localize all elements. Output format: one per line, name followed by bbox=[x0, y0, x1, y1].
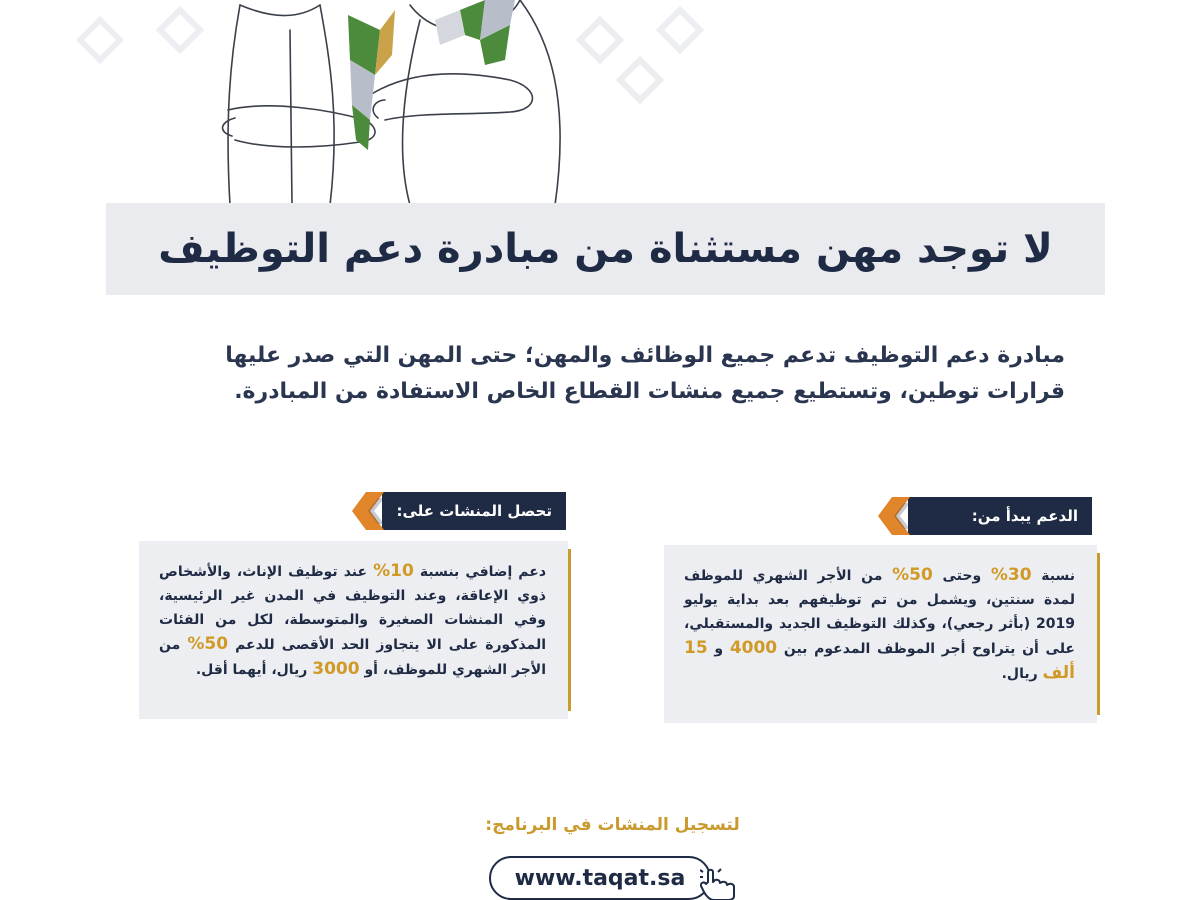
support-text-g: و bbox=[707, 641, 730, 657]
intro-paragraph: مبادرة دعم التوظيف تدعم جميع الوظائف والمهن؛ حتى المهن التي صدر عليها قرارات توطين، وتستطيع جميع منشات القطاع الخاص الاستفادة من المبادرة. bbox=[225, 343, 1065, 404]
card-accent-rule bbox=[1097, 553, 1100, 715]
establishments-label-text: تحصل المنشات على: bbox=[396, 502, 552, 520]
est-max-amount: 3000 bbox=[312, 659, 360, 679]
establishments-label bbox=[382, 492, 566, 530]
chevron-left-icon bbox=[878, 497, 916, 535]
website-link[interactable] bbox=[489, 856, 711, 900]
cta-label: لتسجيل المنشات في البرنامج: bbox=[485, 815, 740, 835]
card-accent-rule bbox=[568, 549, 571, 711]
support-max-wage: 15 ألف bbox=[684, 638, 1075, 683]
support-text-a: نسبة bbox=[1031, 568, 1075, 584]
website-url[interactable]: www.taqat.sa bbox=[514, 865, 686, 891]
est-text-a: دعم إضافي بنسبة bbox=[413, 564, 547, 580]
support-card bbox=[664, 545, 1097, 723]
support-label bbox=[908, 497, 1092, 535]
hand-pointer-icon bbox=[700, 868, 748, 900]
support-text-e: من الأجر الشهري للموظف لمدة سنتين، ويشمل من تم توظيفهم بعد بداية يوليو 2019 (بأثر رجعي)، وكذلك التوظيف الجديد والمستقبلي، على أن يتراوح أجر الموظف المدعوم بين bbox=[684, 568, 1075, 657]
page-title: لا توجد مهن مستثناة من مبادرة دعم التوظيف bbox=[158, 226, 1053, 272]
est-max-percent: 50% bbox=[187, 634, 229, 654]
support-label-text: الدعم يبدأ من: bbox=[971, 507, 1078, 525]
support-min-percent: 30% bbox=[990, 565, 1032, 585]
est-text-e: من الأجر الشهري للموظف، أو bbox=[159, 637, 546, 678]
establishments-card bbox=[139, 541, 568, 719]
support-text-i: ريال. bbox=[1001, 666, 1043, 682]
chevron-left-icon bbox=[352, 492, 390, 530]
support-min-wage: 4000 bbox=[729, 638, 778, 658]
est-extra-percent: 10% bbox=[373, 561, 414, 581]
support-text-c: وحتى bbox=[932, 568, 991, 584]
est-text-g: ريال، أيهما أقل. bbox=[195, 662, 313, 678]
est-text-c: عند توظيف الإناث، والأشخاص ذوي الإعاقة، وعند التوظيف في المدن غير الرئيسية، وفي المنشات الصغيرة والمتوسطة، لكل من الفئات المذكورة على الا يتجاوز الحد الأقصى للدعم bbox=[159, 564, 546, 653]
support-max-percent: 50% bbox=[892, 565, 933, 585]
title-band bbox=[106, 203, 1105, 295]
two-men-illustration bbox=[180, 0, 600, 205]
